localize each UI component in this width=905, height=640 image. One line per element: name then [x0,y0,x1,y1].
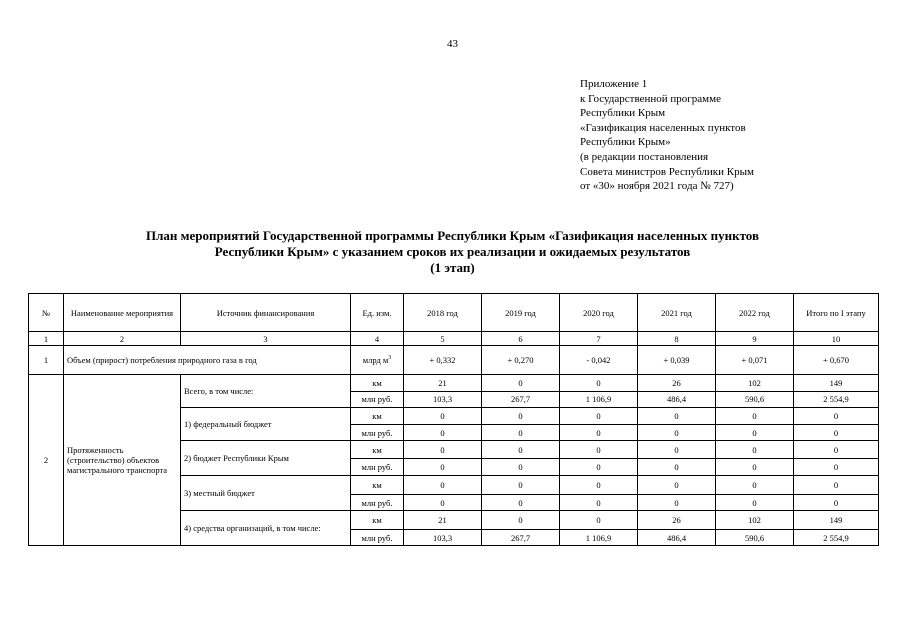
unit-text: млрд м [362,355,389,365]
value-cell: 26 [638,375,716,392]
value-cell: 0 [794,476,879,495]
index-cell: 8 [638,332,716,346]
header-total: Итого по I этапу [794,294,879,332]
value-cell: 0 [638,425,716,441]
value-cell: 267,7 [482,391,560,407]
unit-cell: км [351,441,404,459]
unit-cell: млн руб. [351,459,404,476]
appendix-line: «Газификация населенных пунктов [580,121,746,134]
title-line: (1 этап) [430,260,475,275]
header-year: 2018 год [404,294,482,332]
value-cell: 102 [716,511,794,530]
title-line: Республики Крым» с указанием сроков их реализации и ожидаемых результатов [214,244,691,259]
appendix-line: Приложение 1 [580,78,648,90]
value-cell: 0 [716,441,794,459]
index-cell: 3 [181,332,351,346]
measure-name: Протяженность (строительство) объектов магистрального транспорта [64,375,181,546]
header-num: № [29,294,64,332]
value-cell: 0 [482,459,560,476]
document-title [60,228,845,276]
value-cell: 0 [560,375,638,392]
header-source: Источник финансирования [181,294,351,332]
value-cell: 0 [794,495,879,511]
value-cell: 0 [560,511,638,530]
value-cell: 26 [638,511,716,530]
value-cell: 21 [404,375,482,392]
appendix-line: к Государственной программе [580,92,721,105]
value-cell: 0 [560,441,638,459]
value-cell: 2 554,9 [794,530,879,546]
value-cell: 0 [638,495,716,511]
value-cell: 1 106,9 [560,530,638,546]
appendix-line: Республики Крым [580,107,666,120]
index-cell: 7 [560,332,638,346]
index-cell: 5 [404,332,482,346]
value-cell: + 0,039 [638,346,716,375]
appendix-line: от «30» ноября 2021 года № 727) [580,180,734,193]
table-index-row [29,332,879,346]
unit-superscript: 3 [388,355,392,362]
value-cell: 0 [560,495,638,511]
unit-cell: км [351,407,404,425]
unit-cell: км [351,375,404,392]
index-cell: 2 [64,332,181,346]
value-cell: 0 [638,407,716,425]
value-cell: 0 [482,375,560,392]
value-cell: 0 [560,407,638,425]
funding-source: 4) средства организаций, в том числе: [181,511,351,546]
value-cell: 21 [404,511,482,530]
funding-source: 2) бюджет Республики Крым [181,441,351,476]
header-unit: Ед. изм. [351,294,404,332]
value-cell: + 0,670 [794,346,879,375]
page-number: 43 [447,38,458,50]
value-cell: 486,4 [638,391,716,407]
value-cell: + 0,332 [404,346,482,375]
unit-cell: млн руб. [351,391,404,407]
value-cell: 590,6 [716,530,794,546]
value-cell: 149 [794,375,879,392]
value-cell: 0 [560,425,638,441]
value-cell: 102 [716,375,794,392]
value-cell: 0 [716,407,794,425]
value-cell: 0 [404,407,482,425]
value-cell: 103,3 [404,391,482,407]
value-cell: 1 106,9 [560,391,638,407]
value-cell: 0 [482,441,560,459]
row-number: 2 [29,375,64,546]
value-cell: 267,7 [482,530,560,546]
value-cell: 0 [794,441,879,459]
value-cell: 0 [638,441,716,459]
value-cell: 0 [482,425,560,441]
value-cell: 0 [482,511,560,530]
table-row [29,375,879,392]
value-cell: 149 [794,511,879,530]
value-cell: + 0,071 [716,346,794,375]
header-year: 2021 год [638,294,716,332]
value-cell: 0 [404,425,482,441]
value-cell: 0 [716,476,794,495]
value-cell: 0 [560,476,638,495]
appendix-line: Республики Крым» [580,136,671,149]
value-cell: 0 [794,407,879,425]
index-cell: 10 [794,332,879,346]
table-row [29,346,879,375]
funding-source: Всего, в том числе: [181,375,351,408]
unit-cell: км [351,476,404,495]
row-number: 1 [29,346,64,375]
title-line: План мероприятий Государственной программы Республики Крым «Газификация населенных пунктов [146,228,759,243]
header-name: Наименование мероприятия [64,294,181,332]
value-cell: 0 [404,476,482,495]
header-year: 2020 год [560,294,638,332]
value-cell: 0 [716,459,794,476]
value-cell: 0 [716,425,794,441]
header-year: 2019 год [482,294,560,332]
value-cell: 0 [404,459,482,476]
value-cell: 103,3 [404,530,482,546]
value-cell: 0 [638,476,716,495]
unit-cell: млн руб. [351,495,404,511]
index-cell: 1 [29,332,64,346]
funding-source: 3) местный бюджет [181,476,351,511]
unit-cell [351,346,404,375]
measure-name: Объем (прирост) потребления природного газа в год [64,346,351,375]
unit-cell: млн руб. [351,530,404,546]
value-cell: 2 554,9 [794,391,879,407]
value-cell: 0 [404,495,482,511]
value-cell: 0 [482,476,560,495]
appendix-line: (в редакции постановления [580,150,709,163]
value-cell: 590,6 [716,391,794,407]
value-cell: - 0,042 [560,346,638,375]
value-cell: 0 [716,495,794,511]
appendix-note [580,77,754,194]
value-cell: + 0,270 [482,346,560,375]
index-cell: 4 [351,332,404,346]
unit-cell: км [351,511,404,530]
value-cell: 486,4 [638,530,716,546]
header-year: 2022 год [716,294,794,332]
plan-table [28,293,879,546]
table-header-row [29,294,879,332]
value-cell: 0 [482,407,560,425]
value-cell: 0 [794,425,879,441]
value-cell: 0 [482,495,560,511]
value-cell: 0 [404,441,482,459]
index-cell: 6 [482,332,560,346]
appendix-line: Совета министров Республики Крым [580,165,754,178]
value-cell: 0 [794,459,879,476]
value-cell: 0 [638,459,716,476]
value-cell: 0 [560,459,638,476]
funding-source: 1) федеральный бюджет [181,407,351,441]
unit-cell: млн руб. [351,425,404,441]
index-cell: 9 [716,332,794,346]
